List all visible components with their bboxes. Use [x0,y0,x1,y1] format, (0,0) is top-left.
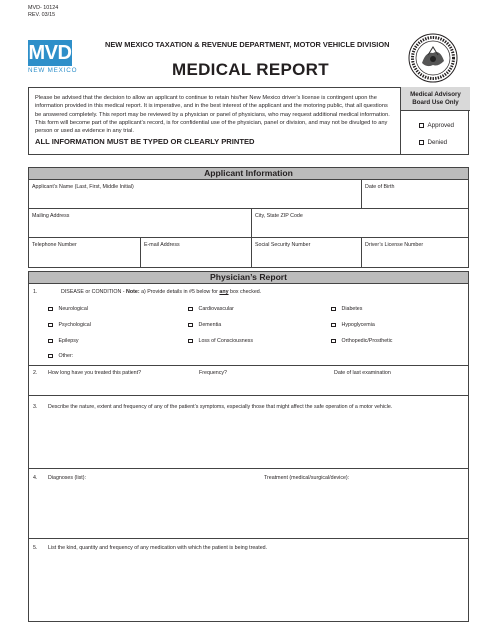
question-1-box [28,284,469,366]
q4-number: 4. [33,475,38,481]
q1-note: Note: [126,289,140,295]
form-number-text: MVD- 10124 [28,5,59,11]
email-label: E-mail Address [144,242,180,248]
dementia-checkbox[interactable] [188,323,193,328]
question-2-box [28,366,469,396]
q1-pre: DISEASE or CONDITION - [61,289,127,295]
condition-epilepsy[interactable] [48,338,79,344]
condition-diabetes[interactable] [331,306,362,312]
physician-section-header: Physician’s Report [28,271,469,284]
approved-label: Approved [427,122,454,130]
condition-neurological[interactable] [48,306,88,312]
approved-option[interactable] [419,122,454,129]
telephone-field[interactable] [29,238,140,267]
q5-text: List the kind, quantity and frequency of any medication with which the patient is being treated. [48,545,268,551]
drivers-license-label: Driver’s License Number [365,242,424,248]
q3-text: Describe the nature, extent and frequency of any of the patient’s symptoms, especially those that might affect the safe operation of a motor vehicle. [48,404,393,410]
telephone-label: Telephone Number [32,242,77,248]
q2-last-exam[interactable]: Date of last examination [334,370,391,376]
denied-option[interactable] [419,139,447,146]
condition-psychological[interactable] [48,322,91,328]
q1-mid: a) Provide details in #5 below for [139,289,220,295]
q5-number: 5. [33,545,38,551]
condition-cardiovascular[interactable] [188,306,234,312]
applicant-section-header: Applicant Information [28,167,469,180]
city-state-zip-field[interactable] [251,209,470,237]
neurological-checkbox[interactable] [48,307,53,312]
revision-text: REV. 03/15 [28,12,56,18]
q2-text[interactable]: How long have you treated this patient? [48,370,142,376]
other-checkbox[interactable] [48,354,53,359]
approved-checkbox[interactable] [419,123,424,128]
date-of-birth-label: Date of Birth [365,184,395,190]
diabetes-label: Diabetes [341,306,363,312]
loss-of-consciousness-label: Loss of Consciousness [198,338,253,344]
state-seal-icon [408,33,458,83]
applicant-row-2 [28,209,469,238]
city-state-zip-label: City, State ZIP Code [255,213,303,219]
q4-treatment[interactable]: Treatment (medical/surgical/device): [264,475,350,481]
applicant-row-1 [28,180,469,209]
ssn-label: Social Security Number [255,242,311,248]
epilepsy-label: Epilepsy [58,338,79,344]
q2-number: 2. [33,370,38,376]
question-5-box[interactable] [28,539,469,622]
loss-of-consciousness-checkbox[interactable] [188,339,193,344]
email-field[interactable] [140,238,251,267]
hypoglycemia-label: Hypoglycemia [341,322,375,328]
question-4-box [28,469,469,539]
orthopedic-label: Orthopedic/Prosthetic [341,338,393,344]
form-number [28,5,58,19]
psychological-label: Psychological [58,322,91,328]
q4-diagnoses[interactable]: Diagnoses (list): [48,475,86,481]
other-label: Other: [58,353,74,359]
q2-frequency[interactable]: Frequency? [199,370,227,376]
advisory-board-box [400,87,470,155]
department-name: NEW MEXICO TAXATION & REVENUE DEPARTMENT, MOTOR VEHICLE DIVISION [105,40,390,49]
question-3-box[interactable] [28,396,469,469]
cardiovascular-label: Cardiovascular [198,306,234,312]
epilepsy-checkbox[interactable] [48,339,53,344]
cardiovascular-checkbox[interactable] [188,307,193,312]
date-of-birth-field[interactable] [361,180,470,208]
mvd-logo-subtitle: NEW MEXICO [28,67,78,74]
applicant-name-label: Applicant’s Name (Last, First, Middle Initial) [32,184,134,190]
q1-text [61,289,261,295]
dementia-label: Dementia [198,322,222,328]
q1-any: any [219,289,229,295]
mvd-logo: MVD [28,42,72,64]
orthopedic-checkbox[interactable] [331,339,336,344]
page-title: MEDICAL REPORT [172,60,329,79]
q1-number: 1. [33,289,38,295]
advisory-board-title: Medical Advisory Board Use Only [401,87,470,111]
hypoglycemia-checkbox[interactable] [331,323,336,328]
neurological-label: Neurological [58,306,88,312]
ssn-field[interactable] [251,238,361,267]
condition-hypoglycemia[interactable] [331,322,375,328]
diabetes-checkbox[interactable] [331,307,336,312]
intro-text: Please be advised that the decision to allow an applicant to continue to retain his/her New Mexico driver’s license is contingent upon the information provided in this medical report. It is imperative, and in the best interest of the applicant and the motoring public, that all questions be answered completely. This report may be reviewed by a physician or panel of physicians, who may request additional medical information. This form will become part of the applicant’s record, is for confidential use of the physician, panel or division, and may not be divulged to any person or used as evidence in any trial. [35,95,390,135]
mailing-address-field[interactable] [29,209,251,237]
condition-loss-of-consciousness[interactable] [188,338,253,344]
mailing-address-label: Mailing Address [32,213,70,219]
condition-other[interactable] [48,353,73,359]
q1-post: box checked. [228,289,262,295]
intro-box [28,87,469,155]
q3-number: 3. [33,404,38,410]
condition-orthopedic[interactable] [331,338,392,344]
denied-checkbox[interactable] [419,140,424,145]
print-notice: ALL INFORMATION MUST BE TYPED OR CLEARLY PRINTED [35,137,255,146]
psychological-checkbox[interactable] [48,323,53,328]
denied-label: Denied [427,139,448,147]
drivers-license-field[interactable] [361,238,470,267]
applicant-name-field[interactable] [29,180,361,208]
condition-dementia[interactable] [188,322,221,328]
applicant-row-3 [28,238,469,268]
